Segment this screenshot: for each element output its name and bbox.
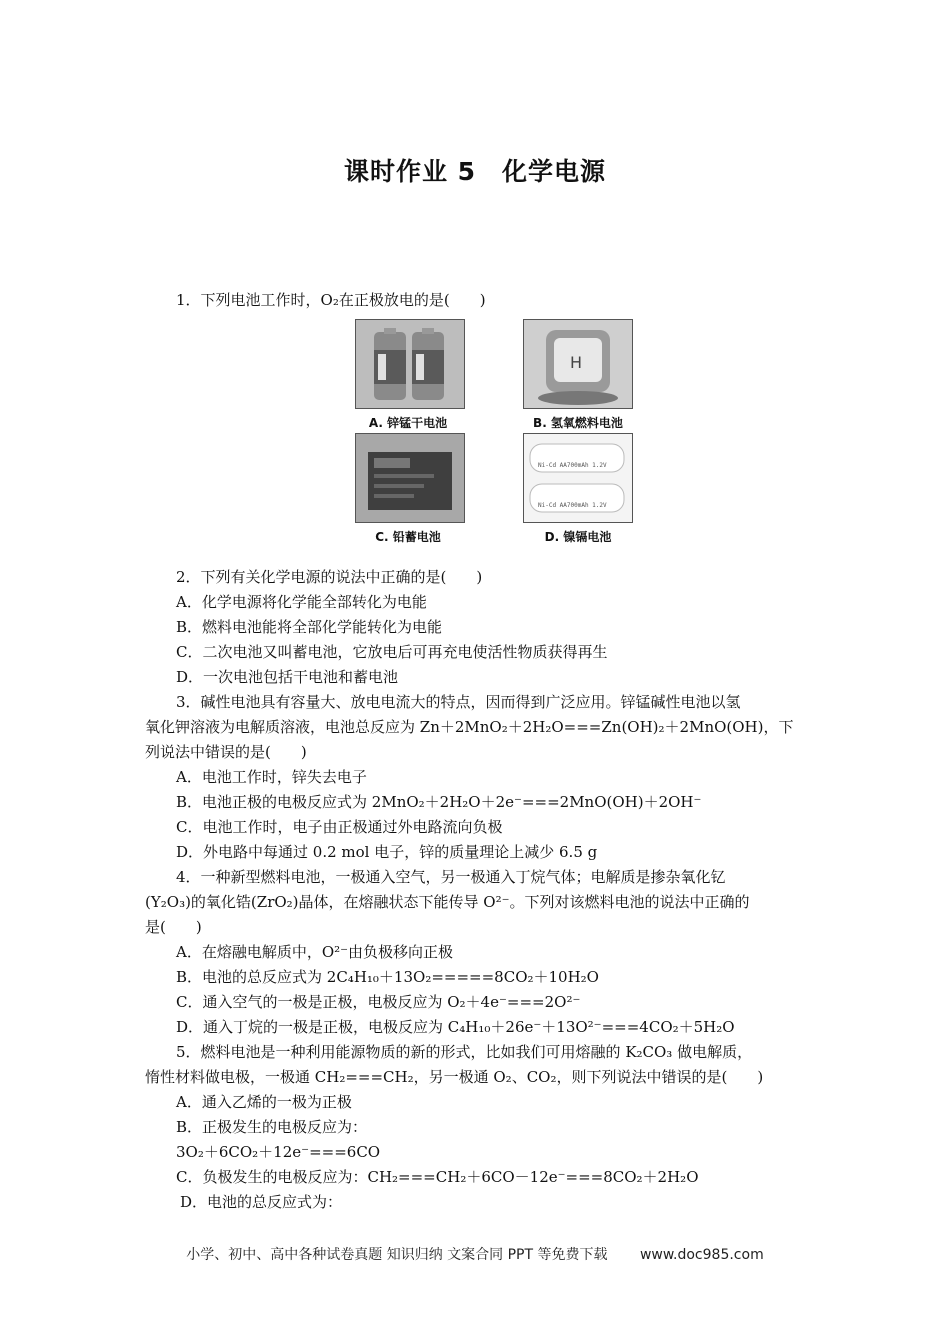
q3-stem-line2: 氧化钾溶液为电解质溶液，电池总反应为 Zn＋2MnO₂＋2H₂O===Zn(OH)₂＋2MnO(OH)，下 <box>145 718 794 736</box>
q5-option-c: C．负极发生的电极反应为：CH₂===CH₂＋6CO－12e⁻===8CO₂＋2H₂O <box>176 1168 699 1186</box>
q5-option-b-equation: 3O₂＋6CO₂＋12e⁻===6CO <box>176 1143 381 1161</box>
option-b-caption: B. 氢氧燃料电池 <box>533 416 623 430</box>
q5-stem-line2: 惰性材料做电极，一极通 CH₂===CH₂，另一极通 O₂、CO₂，则下列说法中错误的是( ) <box>145 1068 764 1086</box>
q2-option-a: A．化学电源将化学能全部转化为电能 <box>176 593 427 611</box>
q3-option-b: B．电池正极的电极反应式为 2MnO₂＋2H₂O＋2e⁻===2MnO(OH)＋2OH⁻ <box>176 793 702 811</box>
ni-cd-label-bottom: Ni-Cd AA700mAh 1.2V <box>538 502 607 509</box>
q5-option-d: D．电池的总反应式为： <box>180 1193 343 1211</box>
option-a-caption: A. 锌锰干电池 <box>368 416 448 430</box>
q4-option-b: B．电池的总反应式为 2C₄H₁₀＋13O₂=====8CO₂＋10H₂O <box>176 968 599 986</box>
q4-stem-line3: 是( ) <box>145 918 202 936</box>
q3-option-d: D．外电路中每通过 0.2 mol 电子，锌的质量理论上减少 6.5 g <box>176 843 598 861</box>
ni-cd-photo <box>523 433 633 523</box>
footer-text: 小学、初中、高中各种试卷真题 知识归纳 文案合同 PPT 等免费下载 <box>186 1247 608 1263</box>
q3-option-c: C．电池工作时，电子由正极通过外电路流向负极 <box>176 818 503 836</box>
option-d-caption: D. 镍镉电池 <box>544 530 612 544</box>
ni-cd-label-top: Ni-Cd AA700mAh 1.2V <box>538 462 607 469</box>
page-footer <box>0 1244 950 1264</box>
fuel-cell-photo <box>523 319 633 409</box>
lead-battery-photo <box>355 433 465 523</box>
svg-text:H: H <box>570 353 583 372</box>
q2-option-c: C．二次电池又叫蓄电池，它放电后可再充电使活性物质获得再生 <box>176 643 608 661</box>
page-title: 课时作业 5 化学电源 <box>343 157 607 186</box>
q5-option-b: B．正极发生的电极反应为： <box>176 1118 368 1136</box>
q4-option-c: C．通入空气的一极是正极，电极反应为 O₂＋4e⁻===2O²⁻ <box>176 993 581 1011</box>
q3-stem-line3: 列说法中错误的是( ) <box>145 743 307 761</box>
q4-stem-line1: 4．一种新型燃料电池，一极通入空气，另一极通入丁烷气体；电解质是掺杂氧化钇 <box>176 868 726 886</box>
q4-option-d: D．通入丁烷的一极是正极，电极反应为 C₄H₁₀＋26e⁻＋13O²⁻===4CO₂＋5H₂O <box>176 1018 735 1036</box>
question-list <box>145 288 810 1215</box>
option-c-caption: C. 铅蓄电池 <box>375 530 441 544</box>
q5-stem-line1: 5．燃料电池是一种利用能源物质的新的形式，比如我们可用熔融的 K₂CO₃ 做电解质， <box>176 1043 753 1061</box>
footer-url[interactable]: www.doc985.com <box>639 1247 764 1263</box>
q3-option-a: A．电池工作时，锌失去电子 <box>176 768 367 786</box>
q4-stem-line2: (Y₂O₃)的氧化锆(ZrO₂)晶体，在熔融状态下能传导 O²⁻。下列对该燃料电池的说法中正确的 <box>145 893 750 911</box>
q1-stem: 1．下列电池工作时，O₂在正极放电的是( ) <box>176 291 486 309</box>
dry-cell-photo <box>355 319 465 409</box>
q4-option-a: A．在熔融电解质中，O²⁻由负极移向正极 <box>176 943 454 961</box>
q1-figure <box>145 315 810 545</box>
q2-option-d: D．一次电池包括干电池和蓄电池 <box>176 668 399 686</box>
q5-option-a: A．通入乙烯的一极为正极 <box>176 1093 352 1111</box>
q2-stem: 2．下列有关化学电源的说法中正确的是( ) <box>176 568 483 586</box>
q3-stem-line1: 3．碱性电池具有容量大、放电电流大的特点，因而得到广泛应用。锌锰碱性电池以氢 <box>176 693 741 711</box>
q2-option-b: B．燃料电池能将全部化学能转化为电能 <box>176 618 443 636</box>
